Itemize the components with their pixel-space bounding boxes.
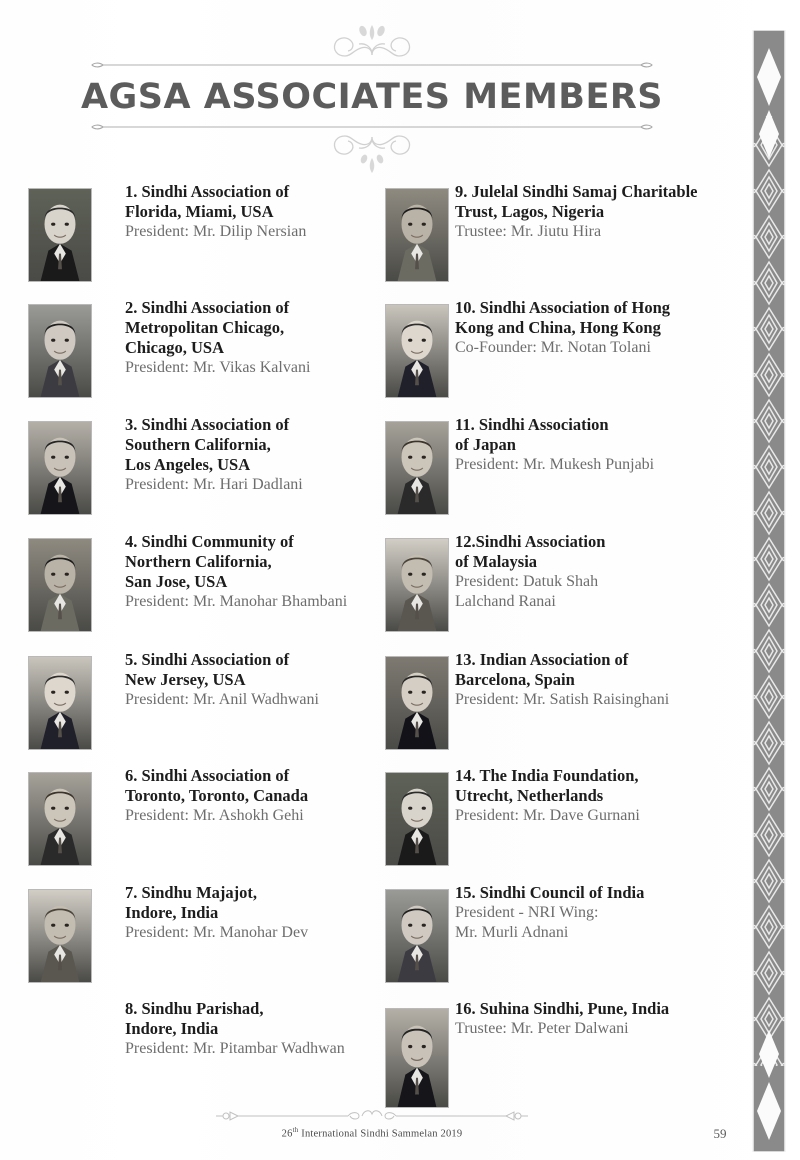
- member-contact-line: President: Mr. Ashokh Gehi: [125, 807, 304, 825]
- member-portrait-photo: [28, 889, 92, 983]
- member-organization-line: Indore, India: [125, 903, 219, 923]
- page-number: 59: [713, 1126, 727, 1141]
- member-text-block: [455, 532, 745, 611]
- member-organization-line: Northern California,: [125, 552, 272, 572]
- member-organization-line: 3. Sindhi Association of: [125, 415, 290, 434]
- member-organization-line: Indore, India: [125, 1019, 219, 1039]
- member-contact-line: President: Mr. Dilip Nersian: [125, 223, 307, 241]
- member-portrait-photo: [28, 304, 92, 398]
- member-text-block: [455, 415, 745, 475]
- member-contact-line: President: Datuk Shah: [455, 573, 599, 591]
- member-organization-line: Barcelona, Spain: [455, 670, 575, 690]
- member-organization-line: 15. Sindhi Council of India: [455, 883, 645, 902]
- page-footer: [0, 1108, 744, 1140]
- member-organization-line: of Japan: [455, 435, 516, 455]
- footer-caption-prefix: 26: [281, 1128, 293, 1140]
- member-contact-line: President - NRI Wing:: [455, 904, 599, 922]
- diamond-ornament-border-icon: [750, 30, 788, 1152]
- member-contact-line: President: Mr. Manohar Dev: [125, 924, 309, 942]
- member-text-block: [125, 182, 387, 242]
- member-organization-line: 8. Sindhu Parishad,: [125, 999, 264, 1018]
- member-organization-line: Southern California,: [125, 435, 271, 455]
- member-text-block: [125, 298, 387, 378]
- member-organization-line: San Jose, USA: [125, 572, 228, 592]
- member-portrait-photo: [28, 421, 92, 515]
- header-rule-bottom: [91, 121, 653, 133]
- member-contact-line: President: Mr. Dave Gurnani: [455, 807, 640, 825]
- member-text-block: [125, 766, 387, 826]
- member-contact-line: President: Mr. Satish Raisinghani: [455, 691, 670, 709]
- member-portrait-photo: [28, 538, 92, 632]
- member-contact-line: President: Mr. Manohar Bhambani: [125, 593, 348, 611]
- member-text-block: [125, 532, 387, 612]
- member-organization-line: 16. Suhina Sindhi, Pune, India: [455, 999, 670, 1018]
- member-text-block: [455, 182, 745, 242]
- member-organization-line: Metropolitan Chicago,: [125, 318, 285, 338]
- member-organization-line: Los Angeles, USA: [125, 455, 251, 475]
- member-organization-line: Florida, Miami, USA: [125, 202, 274, 222]
- member-organization-line: Kong and China, Hong Kong: [455, 318, 661, 338]
- member-text-block: [455, 298, 745, 358]
- member-organization-line: Utrecht, Netherlands: [455, 786, 604, 806]
- member-portrait-photo: [385, 421, 449, 515]
- member-contact-line: President: Mr. Mukesh Punjabi: [455, 456, 655, 474]
- member-portrait-photo: [28, 188, 92, 282]
- scroll-rule-icon: [0, 1108, 744, 1124]
- member-organization-line: 9. Julelal Sindhi Samaj Charitable: [455, 182, 698, 201]
- member-organization-line: Toronto, Toronto, Canada: [125, 786, 309, 806]
- member-contact-line: Co-Founder: Mr. Notan Tolani: [455, 339, 651, 357]
- member-portrait-photo: [385, 772, 449, 866]
- member-organization-line: Chicago, USA: [125, 338, 225, 358]
- member-text-block: [125, 415, 387, 495]
- member-organization-line: 12.Sindhi Association: [455, 532, 606, 551]
- member-text-block: [125, 999, 387, 1059]
- member-portrait-photo: [385, 889, 449, 983]
- member-contact-line: Mr. Murli Adnani: [455, 923, 569, 941]
- member-organization-line: 6. Sindhi Association of: [125, 766, 290, 785]
- member-organization-line: 7. Sindhu Majajot,: [125, 883, 258, 902]
- member-organization-line: Trust, Lagos, Nigeria: [455, 202, 605, 222]
- member-organization-line: 1. Sindhi Association of: [125, 182, 290, 201]
- member-contact-line: Trustee: Mr. Peter Dalwani: [455, 1020, 629, 1038]
- member-contact-line: President: Mr. Vikas Kalvani: [125, 359, 311, 377]
- member-organization-line: 10. Sindhi Association of Hong: [455, 298, 671, 317]
- member-contact-line: President: Mr. Hari Dadlani: [125, 476, 303, 494]
- member-contact-line: Trustee: Mr. Jiutu Hira: [455, 223, 602, 241]
- member-contact-line: President: Mr. Pitambar Wadhwan: [125, 1040, 345, 1058]
- footer-caption: [0, 1126, 744, 1140]
- member-organization-line: New Jersey, USA: [125, 670, 246, 690]
- member-organization-line: of Malaysia: [455, 552, 538, 572]
- member-contact-line: Lalchand Ranai: [455, 592, 556, 610]
- member-text-block: [455, 999, 745, 1039]
- member-portrait-photo: [385, 538, 449, 632]
- member-text-block: [125, 883, 387, 943]
- member-portrait-photo: [28, 656, 92, 750]
- member-organization-line: 5. Sindhi Association of: [125, 650, 290, 669]
- footer-caption-suffix: International Sindhi Sammelan 2019: [298, 1128, 463, 1140]
- scrollwork-flourish-icon: [0, 134, 744, 174]
- member-text-block: [455, 766, 745, 826]
- member-portrait-photo: [385, 656, 449, 750]
- member-organization-line: 13. Indian Association of: [455, 650, 629, 669]
- scrollwork-flourish-icon: [0, 22, 744, 58]
- member-portrait-photo: [385, 1008, 449, 1108]
- member-text-block: [125, 650, 387, 710]
- footer-caption-ordinal: th: [292, 1126, 299, 1134]
- member-contact-line: President: Mr. Anil Wadhwani: [125, 691, 319, 709]
- member-text-block: [455, 650, 745, 710]
- member-portrait-photo: [385, 188, 449, 282]
- page-header: [0, 22, 744, 174]
- member-organization-line: 4. Sindhi Community of: [125, 532, 294, 551]
- member-organization-line: 14. The India Foundation,: [455, 766, 639, 785]
- member-portrait-photo: [28, 772, 92, 866]
- member-organization-line: 11. Sindhi Association: [455, 415, 609, 434]
- header-rule-top: [91, 59, 653, 71]
- member-text-block: [455, 883, 745, 942]
- page-title: AGSA ASSOCIATES MEMBERS: [80, 77, 664, 117]
- member-portrait-photo: [385, 304, 449, 398]
- member-organization-line: 2. Sindhi Association of: [125, 298, 290, 317]
